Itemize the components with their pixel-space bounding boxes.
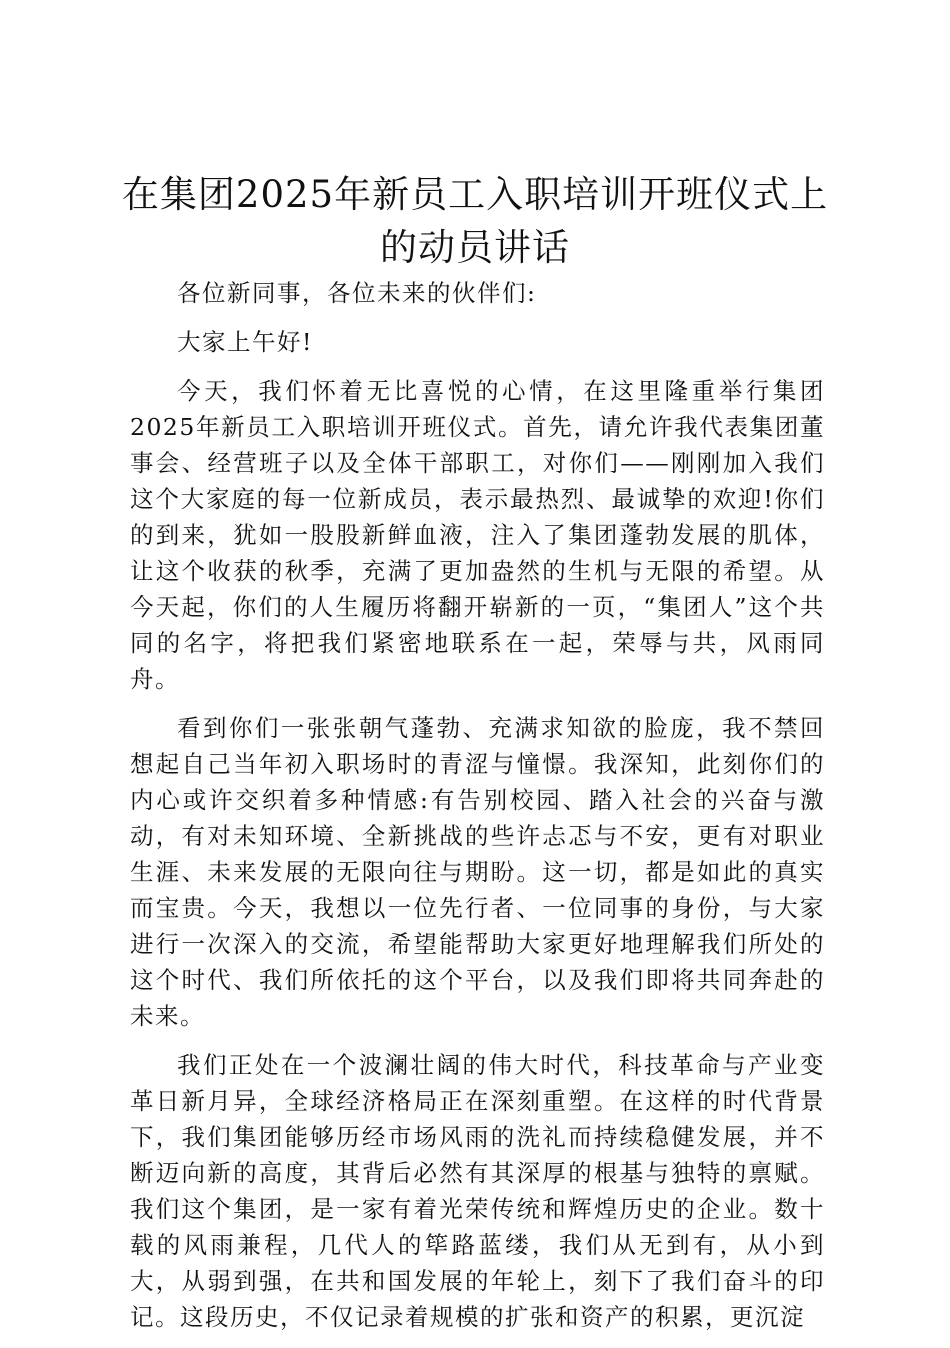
paragraph-reflection: 看到你们一张张朝气蓬勃、充满求知欲的脸庞，我不禁回想起自己当年初入职场时的青涩与憧憬。我深知，此刻你们的内心或许交织着多种情感:有告别校园、踏入社会的兴奋与激动，有对未知环境、全新挑战的些许忐忑与不安，更有对职业生涯、未来发展的无限向往与期盼。这一切，都是如此的真实而宝贵。今天，我想以一位先行者、一位同事的身份，与大家进行一次深入的交流，希望能帮助大家更好地理解我们所处的这个时代、我们所依托的这个平台，以及我们即将共同奔赴的未来。 — [130, 714, 825, 1030]
paragraph-welcome: 今天，我们怀着无比喜悦的心情，在这里隆重举行集团2025年新员工入职培训开班仪式。首先，请允许我代表集团董事会、经营班子以及全体干部职工，对你们——刚刚加入我们这个大家庭的每一位新成员，表示最热烈、最诚挚的欢迎!你们的到来，犹如一股股新鲜血液，注入了集团蓬勃发展的肌体，让这个收获的秋季，充满了更加盎然的生机与无限的希望。从今天起，你们的人生履历将翻开崭新的一页，“集团人”这个共同的名字，将把我们紧密地联系在一起，荣辱与共，风雨同舟。 — [130, 377, 825, 693]
greeting: 大家上午好! — [177, 328, 313, 356]
paragraph-era: 我们正处在一个波澜壮阔的伟大时代，科技革命与产业变革日新月异，全球经济格局正在深刻重塑。在这样的时代背景下，我们集团能够历经市场风雨的洗礼而持续稳健发展，并不断迈向新的高度，其背后必然有其深厚的根基与独特的禀赋。我们这个集团，是一家有着光荣传统和辉煌历史的企业。数十载的风雨兼程，几代人的筚路蓝缕，我们从无到有，从小到大，从弱到强，在共和国发展的年轮上，刻下了我们奋斗的印记。这段历史，不仅记录着规模的扩张和资产的积累，更沉淀 — [130, 1051, 825, 1331]
speech-title: 在集团2025年新员工入职培训开班仪式上的动员讲话 — [121, 173, 829, 269]
speech-body — [130, 275, 825, 1348]
salutation: 各位新同事，各位未来的伙伴们: — [177, 279, 537, 307]
